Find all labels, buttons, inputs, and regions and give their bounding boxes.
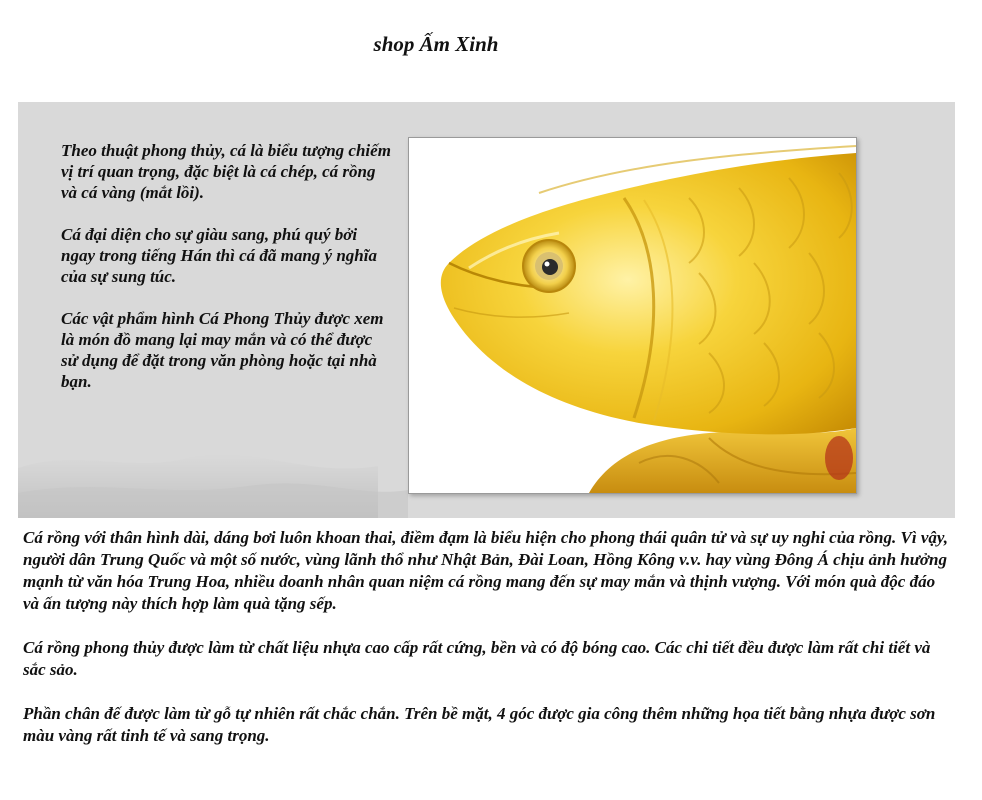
intro-paragraph: Cá đại diện cho sự giàu sang, phú quý bởi ngay trong tiếng Hán thì cá đã mang ý nghĩa của sự sung túc. — [61, 225, 377, 286]
arowana-fish-image — [409, 138, 856, 493]
intro-paragraph: Theo thuật phong thủy, cá là biểu tượng chiếm vị trí quan trọng, đặc biệt là cá chép, cá rồng và cá vàng (mắt lồi). — [61, 141, 391, 202]
intro-paragraph: Các vật phẩm hình Cá Phong Thủy được xem là món đồ mang lại may mắn và có thể được sử dụng để đặt trong văn phòng hoặc tại nhà bạn. — [61, 309, 384, 391]
feng-shui-banner — [18, 102, 955, 518]
product-description — [23, 527, 953, 769]
description-paragraph: Cá rồng với thân hình dài, dáng bơi luôn khoan thai, điềm đạm là biểu hiện cho phong thái quân tử và sự uy nghi của rồng. Vì vậy, người dân Trung Quốc và một số nước, vùng lãnh thổ như Nhật Bản, Đài Loan, Hồng Kông v.v. hay vùng Đông Á chịu ảnh hưởng mạnh từ văn hóa Trung Hoa, nhiều doanh nhân quan niệm cá rồng mang đến sự may mắn và thịnh vượng. Với món quà độc đáo và ấn tượng này thích hợp làm quà tặng sếp. — [23, 528, 949, 613]
intro-text — [61, 140, 391, 413]
golden-fish-photo — [408, 137, 857, 494]
description-paragraph: Phần chân đế được làm từ gỗ tự nhiên rất chắc chắn. Trên bề mặt, 4 góc được gia công thêm những họa tiết bằng nhựa được sơn màu vàng rất tinh tế và sang trọng. — [23, 704, 936, 745]
shop-title: shop Ấm Xinh — [373, 32, 499, 56]
description-paragraph: Cá rồng phong thủy được làm từ chất liệu nhựa cao cấp rất cứng, bền và có độ bóng cao. Các chi tiết đều được làm rất chi tiết và sắc sảo. — [23, 638, 931, 679]
